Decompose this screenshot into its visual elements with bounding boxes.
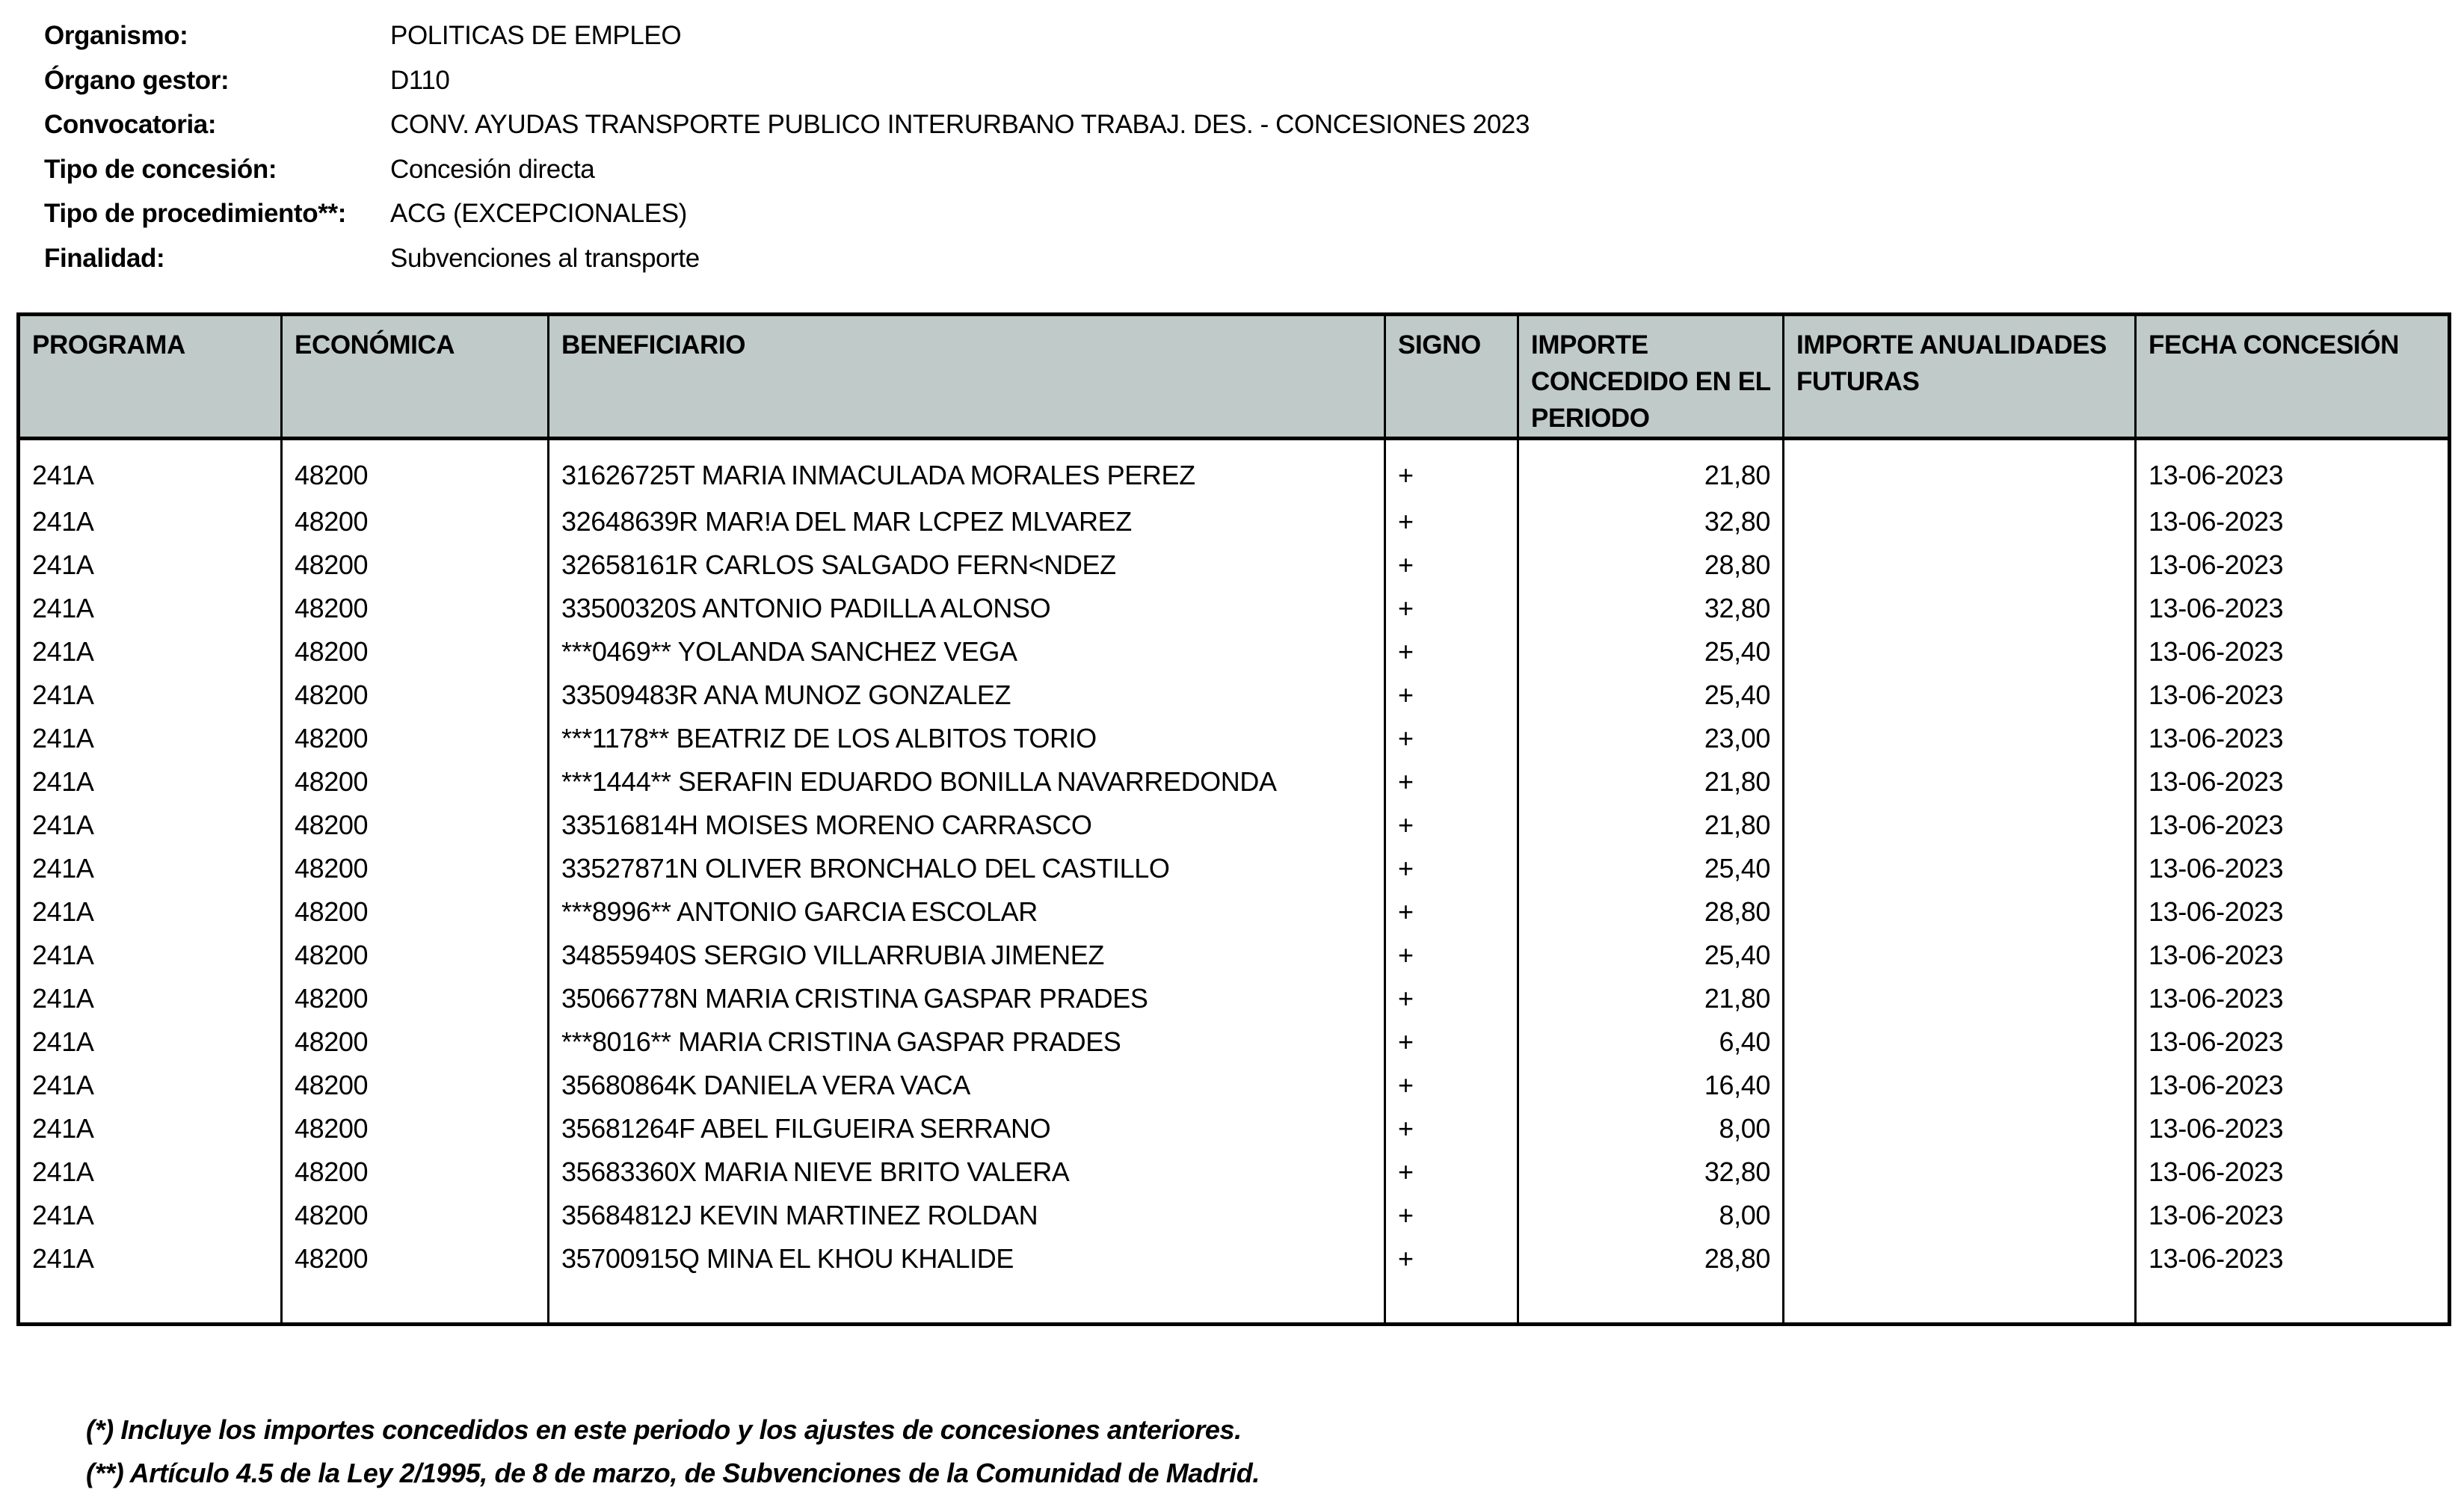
meta-row-organo-gestor (44, 58, 1530, 103)
cell-importe: 23,00 (1518, 717, 1784, 760)
meta-row-organismo (44, 13, 1530, 58)
cell-economica: 48200 (282, 760, 549, 804)
cell-signo: + (1385, 1107, 1518, 1150)
cell-signo: + (1385, 1064, 1518, 1107)
table-header-row (19, 315, 2450, 439)
cell-economica: 48200 (282, 847, 549, 890)
table-row (19, 934, 2450, 977)
cell-programa: 241A (32, 1156, 94, 1187)
spacer-cell (1385, 1281, 1518, 1325)
cell-anualidades (1784, 543, 2136, 587)
cell-importe: 21,80 (1518, 977, 1784, 1020)
table-row (19, 587, 2450, 630)
cell-anualidades (1784, 1064, 2136, 1107)
cell-importe: 21,80 (1518, 760, 1784, 804)
cell-fecha: 13-06-2023 (2136, 587, 2450, 630)
cell-signo: + (1385, 804, 1518, 847)
cell-fecha: 13-06-2023 (2136, 1237, 2450, 1281)
cell-anualidades (1784, 439, 2136, 501)
cell-fecha: 13-06-2023 (2136, 717, 2450, 760)
cell-signo: + (1385, 847, 1518, 890)
cell-fecha: 13-06-2023 (2136, 1020, 2450, 1064)
column-header-signo: SIGNO (1385, 315, 1518, 439)
cell-programa: 241A (32, 549, 94, 580)
cell-signo: + (1385, 1020, 1518, 1064)
spacer-cell (19, 1281, 282, 1325)
cell-anualidades (1784, 1237, 2136, 1281)
cell-fecha: 13-06-2023 (2136, 674, 2450, 717)
cell-beneficiario: 35683360X MARIA NIEVE BRITO VALERA (549, 1150, 1385, 1194)
cell-importe: 28,80 (1518, 543, 1784, 587)
cell-economica: 48200 (282, 717, 549, 760)
meta-row-finalidad (44, 236, 1530, 281)
cell-signo: + (1385, 890, 1518, 934)
cell-beneficiario: ***0469** YOLANDA SANCHEZ VEGA (549, 630, 1385, 674)
cell-signo: + (1385, 587, 1518, 630)
cell-beneficiario: 32648639R MAR!A DEL MAR LCPEZ MLVAREZ (549, 500, 1385, 543)
column-header-economica: ECONÓMICA (282, 315, 549, 439)
cell-economica: 48200 (282, 1150, 549, 1194)
table-row (19, 890, 2450, 934)
cell-anualidades (1784, 587, 2136, 630)
table-spacer-row (19, 1281, 2450, 1325)
cell-fecha: 13-06-2023 (2136, 1107, 2450, 1150)
cell-programa: 241A (32, 810, 94, 840)
cell-fecha: 13-06-2023 (2136, 977, 2450, 1020)
cell-anualidades (1784, 804, 2136, 847)
cell-beneficiario: 33527871N OLIVER BRONCHALO DEL CASTILLO (549, 847, 1385, 890)
cell-signo: + (1385, 977, 1518, 1020)
table-row (19, 500, 2450, 543)
cell-fecha: 13-06-2023 (2136, 1150, 2450, 1194)
cell-importe: 32,80 (1518, 1150, 1784, 1194)
meta-row-tipo-procedimiento (44, 191, 1530, 236)
cell-economica: 48200 (282, 1107, 549, 1150)
cell-signo: + (1385, 934, 1518, 977)
cell-programa: 241A (32, 593, 94, 623)
cell-fecha: 13-06-2023 (2136, 934, 2450, 977)
cell-signo: + (1385, 760, 1518, 804)
cell-importe: 32,80 (1518, 500, 1784, 543)
cell-programa: 241A (32, 766, 94, 797)
cell-fecha: 13-06-2023 (2136, 1064, 2450, 1107)
cell-beneficiario: 34855940S SERGIO VILLARRUBIA JIMENEZ (549, 934, 1385, 977)
cell-fecha: 13-06-2023 (2136, 847, 2450, 890)
meta-value: Subvenciones al transporte (390, 243, 700, 273)
meta-value: POLITICAS DE EMPLEO (390, 21, 682, 50)
meta-value: Concesión directa (390, 154, 595, 184)
cell-beneficiario: 33516814H MOISES MORENO CARRASCO (549, 804, 1385, 847)
cell-programa: 241A (32, 723, 94, 754)
table-row (19, 1020, 2450, 1064)
cell-programa: 241A (32, 636, 94, 667)
table-row (19, 847, 2450, 890)
cell-programa: 241A (32, 1070, 94, 1100)
meta-label: Organismo: (44, 21, 188, 50)
table-row (19, 1064, 2450, 1107)
column-header-programa: PROGRAMA (19, 315, 282, 439)
meta-label: Tipo de procedimiento**: (44, 199, 346, 228)
meta-label: Finalidad: (44, 243, 165, 273)
cell-fecha: 13-06-2023 (2136, 1194, 2450, 1237)
footnote-double-asterisk: (**) Artículo 4.5 de la Ley 2/1995, de 8 de marzo, de Subvenciones de la Comunidad de Madrid. (86, 1458, 1260, 1488)
cell-signo: + (1385, 1237, 1518, 1281)
cell-beneficiario: ***1178** BEATRIZ DE LOS ALBITOS TORIO (549, 717, 1385, 760)
cell-anualidades (1784, 760, 2136, 804)
cell-beneficiario: 31626725T MARIA INMACULADA MORALES PEREZ (549, 439, 1385, 501)
table-row (19, 977, 2450, 1020)
table-header (19, 315, 2450, 439)
cell-importe: 8,00 (1518, 1194, 1784, 1237)
table-row (19, 717, 2450, 760)
cell-beneficiario: 35681264F ABEL FILGUEIRA SERRANO (549, 1107, 1385, 1150)
cell-anualidades (1784, 630, 2136, 674)
cell-importe: 28,80 (1518, 1237, 1784, 1281)
cell-importe: 21,80 (1518, 804, 1784, 847)
cell-programa: 241A (32, 853, 94, 884)
footnote-asterisk: (*) Incluye los importes concedidos en este periodo y los ajustes de concesiones anteriores. (86, 1414, 1242, 1445)
cell-economica: 48200 (282, 674, 549, 717)
grants-table (16, 312, 2451, 1326)
meta-row-tipo-concesion (44, 147, 1530, 192)
cell-anualidades (1784, 717, 2136, 760)
cell-fecha: 13-06-2023 (2136, 760, 2450, 804)
cell-beneficiario: 35700915Q MINA EL KHOU KHALIDE (549, 1237, 1385, 1281)
cell-anualidades (1784, 1194, 2136, 1237)
cell-programa: 241A (32, 983, 94, 1014)
cell-beneficiario: 33500320S ANTONIO PADILLA ALONSO (549, 587, 1385, 630)
table-row (19, 1107, 2450, 1150)
cell-importe: 16,40 (1518, 1064, 1784, 1107)
cell-anualidades (1784, 1020, 2136, 1064)
cell-fecha: 13-06-2023 (2136, 890, 2450, 934)
cell-signo: + (1385, 630, 1518, 674)
cell-importe: 25,40 (1518, 674, 1784, 717)
spacer-cell (2136, 1281, 2450, 1325)
cell-economica: 48200 (282, 977, 549, 1020)
spacer-cell (549, 1281, 1385, 1325)
cell-anualidades (1784, 847, 2136, 890)
cell-beneficiario: 35066778N MARIA CRISTINA GASPAR PRADES (549, 977, 1385, 1020)
cell-beneficiario: 35680864K DANIELA VERA VACA (549, 1064, 1385, 1107)
cell-economica: 48200 (282, 890, 549, 934)
meta-label: Órgano gestor: (44, 65, 230, 95)
cell-anualidades (1784, 1150, 2136, 1194)
cell-fecha: 13-06-2023 (2136, 500, 2450, 543)
table-row (19, 630, 2450, 674)
cell-economica: 48200 (282, 587, 549, 630)
cell-signo: + (1385, 1194, 1518, 1237)
cell-programa: 241A (32, 1026, 94, 1057)
cell-anualidades (1784, 500, 2136, 543)
cell-importe: 21,80 (1518, 439, 1784, 501)
cell-anualidades (1784, 934, 2136, 977)
cell-beneficiario: 32658161R CARLOS SALGADO FERN<NDEZ (549, 543, 1385, 587)
cell-economica: 48200 (282, 500, 549, 543)
cell-anualidades (1784, 977, 2136, 1020)
column-header-importe-anualidades: IMPORTE ANUALIDADES FUTURAS (1784, 315, 2136, 439)
meta-row-convocatoria (44, 102, 1530, 147)
column-header-beneficiario: BENEFICIARIO (549, 315, 1385, 439)
cell-fecha: 13-06-2023 (2136, 804, 2450, 847)
cell-programa: 241A (32, 506, 94, 537)
cell-signo: + (1385, 500, 1518, 543)
cell-signo: + (1385, 717, 1518, 760)
cell-beneficiario: 33509483R ANA MUNOZ GONZALEZ (549, 674, 1385, 717)
meta-value: CONV. AYUDAS TRANSPORTE PUBLICO INTERURBANO TRABAJ. DES. - CONCESIONES 2023 (390, 110, 1530, 139)
table-row (19, 760, 2450, 804)
table-row (19, 1237, 2450, 1281)
cell-importe: 8,00 (1518, 1107, 1784, 1150)
cell-economica: 48200 (282, 1237, 549, 1281)
cell-importe: 25,40 (1518, 630, 1784, 674)
cell-fecha: 13-06-2023 (2136, 439, 2450, 501)
cell-anualidades (1784, 674, 2136, 717)
table-row (19, 1150, 2450, 1194)
cell-programa: 241A (32, 940, 94, 970)
footnotes-block (86, 1408, 1260, 1495)
cell-importe: 6,40 (1518, 1020, 1784, 1064)
cell-signo: + (1385, 543, 1518, 587)
spacer-cell (1784, 1281, 2136, 1325)
cell-anualidades (1784, 890, 2136, 934)
cell-economica: 48200 (282, 804, 549, 847)
table-row (19, 674, 2450, 717)
cell-anualidades (1784, 1107, 2136, 1150)
table-row (19, 439, 2450, 501)
cell-beneficiario: ***8996** ANTONIO GARCIA ESCOLAR (549, 890, 1385, 934)
cell-importe: 25,40 (1518, 934, 1784, 977)
cell-signo: + (1385, 439, 1518, 501)
cell-signo: + (1385, 1150, 1518, 1194)
table-row (19, 1194, 2450, 1237)
table-row (19, 543, 2450, 587)
cell-programa: 241A (32, 1243, 94, 1274)
cell-programa: 241A (32, 460, 94, 490)
cell-importe: 32,80 (1518, 587, 1784, 630)
cell-programa: 241A (32, 1200, 94, 1230)
cell-economica: 48200 (282, 1020, 549, 1064)
meta-value: D110 (390, 65, 450, 95)
cell-economica: 48200 (282, 439, 549, 501)
cell-programa: 241A (32, 896, 94, 927)
cell-programa: 241A (32, 680, 94, 710)
cell-importe: 28,80 (1518, 890, 1784, 934)
cell-beneficiario: ***8016** MARIA CRISTINA GASPAR PRADES (549, 1020, 1385, 1064)
cell-economica: 48200 (282, 1194, 549, 1237)
cell-signo: + (1385, 674, 1518, 717)
table-row (19, 804, 2450, 847)
spacer-cell (282, 1281, 549, 1325)
cell-fecha: 13-06-2023 (2136, 543, 2450, 587)
cell-economica: 48200 (282, 630, 549, 674)
column-header-importe-concedido: IMPORTE CONCEDIDO EN EL PERIODO (1518, 315, 1784, 439)
meta-label: Tipo de concesión: (44, 154, 277, 184)
cell-fecha: 13-06-2023 (2136, 630, 2450, 674)
cell-importe: 25,40 (1518, 847, 1784, 890)
cell-economica: 48200 (282, 543, 549, 587)
meta-value: ACG (EXCEPCIONALES) (390, 199, 687, 228)
cell-economica: 48200 (282, 934, 549, 977)
cell-programa: 241A (32, 1113, 94, 1144)
metadata-block (44, 13, 1530, 280)
spacer-cell (1518, 1281, 1784, 1325)
cell-economica: 48200 (282, 1064, 549, 1107)
cell-beneficiario: 35684812J KEVIN MARTINEZ ROLDAN (549, 1194, 1385, 1237)
meta-label: Convocatoria: (44, 110, 217, 139)
table-body (19, 439, 2450, 1325)
cell-beneficiario: ***1444** SERAFIN EDUARDO BONILLA NAVARREDONDA (549, 760, 1385, 804)
column-header-fecha-concesion: FECHA CONCESIÓN (2136, 315, 2450, 439)
